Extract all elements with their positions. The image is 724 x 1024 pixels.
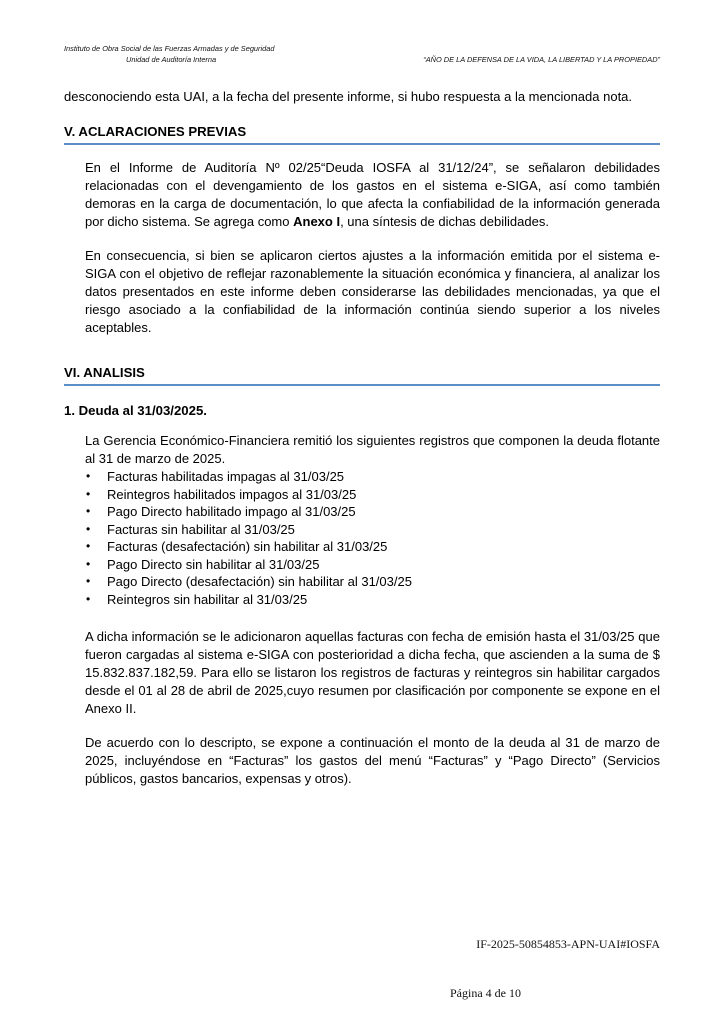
section5-paragraph-2: En consecuencia, si bien se aplicaron ciertos ajustes a la información emitida por el sistema e-SIGA con el objetivo de reflejar razonablemente la situación económica y financiera, al analizar los datos presentados en este informe deben considerarse las debilidades mencionadas, ya que el riesgo asociado a la confiabilidad de la información continúa siendo superior a los niveles aceptables. [85,248,660,335]
bullet-icon: • [86,556,91,571]
header-institution: Instituto de Obra Social de las Fuerzas Armadas y de Seguridad [64,44,275,53]
header-unit: Unidad de Auditoría Interna [126,55,217,64]
list-item: • Reintegros habilitados impagos al 31/03/25 [86,486,357,502]
document-body [64,88,660,788]
bullet-icon: • [86,591,91,606]
list-item: • Pago Directo sin habilitar al 31/03/25 [86,556,320,572]
section-heading-analisis: VI. ANALISIS [64,365,660,386]
bullet-icon: • [86,539,91,553]
bullet-icon: • [86,469,91,483]
bullet-icon: • [86,486,91,501]
section6-paragraph-1: La Gerencia Económico-Financiera remitió los siguientes registros que componen la deuda flotante al 31 de marzo de 2025. [85,433,660,466]
section5-paragraph-1 [85,159,660,231]
document-id: IF-2025-50854853-APN-UAI#IOSFA [476,937,660,951]
section-heading-aclaraciones: V. ACLARACIONES PREVIAS [64,124,660,145]
list-item: • Facturas habilitadas impagas al 31/03/25 [86,469,345,484]
section5-para1-text-a: En el Informe de Auditoría Nº 02/25“Deuda IOSFA al 31/12/24”, se señalaron debilidades relacionadas con el devengamiento de los gastos en el sistema e-SIGA, así como también demoras en la carga de documentación, lo que afecta la confiabilidad de la información generada por dicho sistema. Se agrega como [85,160,660,229]
section6-paragraph-2: A dicha información se le adicionaron aquellas facturas con fecha de emisión hasta el 31/03/25 que fueron cargadas al sistema e-SIGA con posterioridad a dicha fecha, que ascienden a la suma de $ 15.832.837.182,59. Para ello se listaron los registros de facturas y reintegros sin habilitar cargados desde el 01 al 28 de abril de 2025,cuyo resumen por clasificación por componente se expone en el Anexo II. [85,629,660,716]
registros-list [85,468,660,608]
list-item: • Pago Directo (desafectación) sin habilitar al 31/03/25 [86,574,412,589]
section5-para1-text-b: , una síntesis de dichas debilidades. [340,214,549,229]
list-item: • Reintegros sin habilitar al 31/03/25 [86,591,308,607]
bullet-icon: • [86,574,91,588]
list-item: • Facturas sin habilitar al 31/03/25 [86,521,295,537]
anexo-i-reference: Anexo I [293,214,341,229]
subheading-deuda: 1. Deuda al 31/03/2025. [64,403,207,418]
list-item: • Facturas (desafectación) sin habilitar al 31/03/25 [86,539,388,554]
list-item: • Pago Directo habilitado impago al 31/03/25 [86,504,356,519]
bullet-icon: • [86,504,91,518]
page-number: Página 4 de 10 [450,986,521,1000]
section6-paragraph-3: De acuerdo con lo descripto, se expone a continuación el monto de la deuda al 31 de marzo de 2025, incluyéndose en “Facturas” los gastos del menú “Facturas” y “Pago Directo” (Servicios públicos, gastos bancarios, expensas y otros). [85,735,660,786]
intro-paragraph: desconociendo esta UAI, a la fecha del presente informe, si hubo respuesta a la mencionada nota. [64,89,633,104]
header-motto: “AÑO DE LA DEFENSA DE LA VIDA, LA LIBERTAD Y LA PROPIEDAD” [423,55,660,64]
bullet-icon: • [86,521,91,536]
